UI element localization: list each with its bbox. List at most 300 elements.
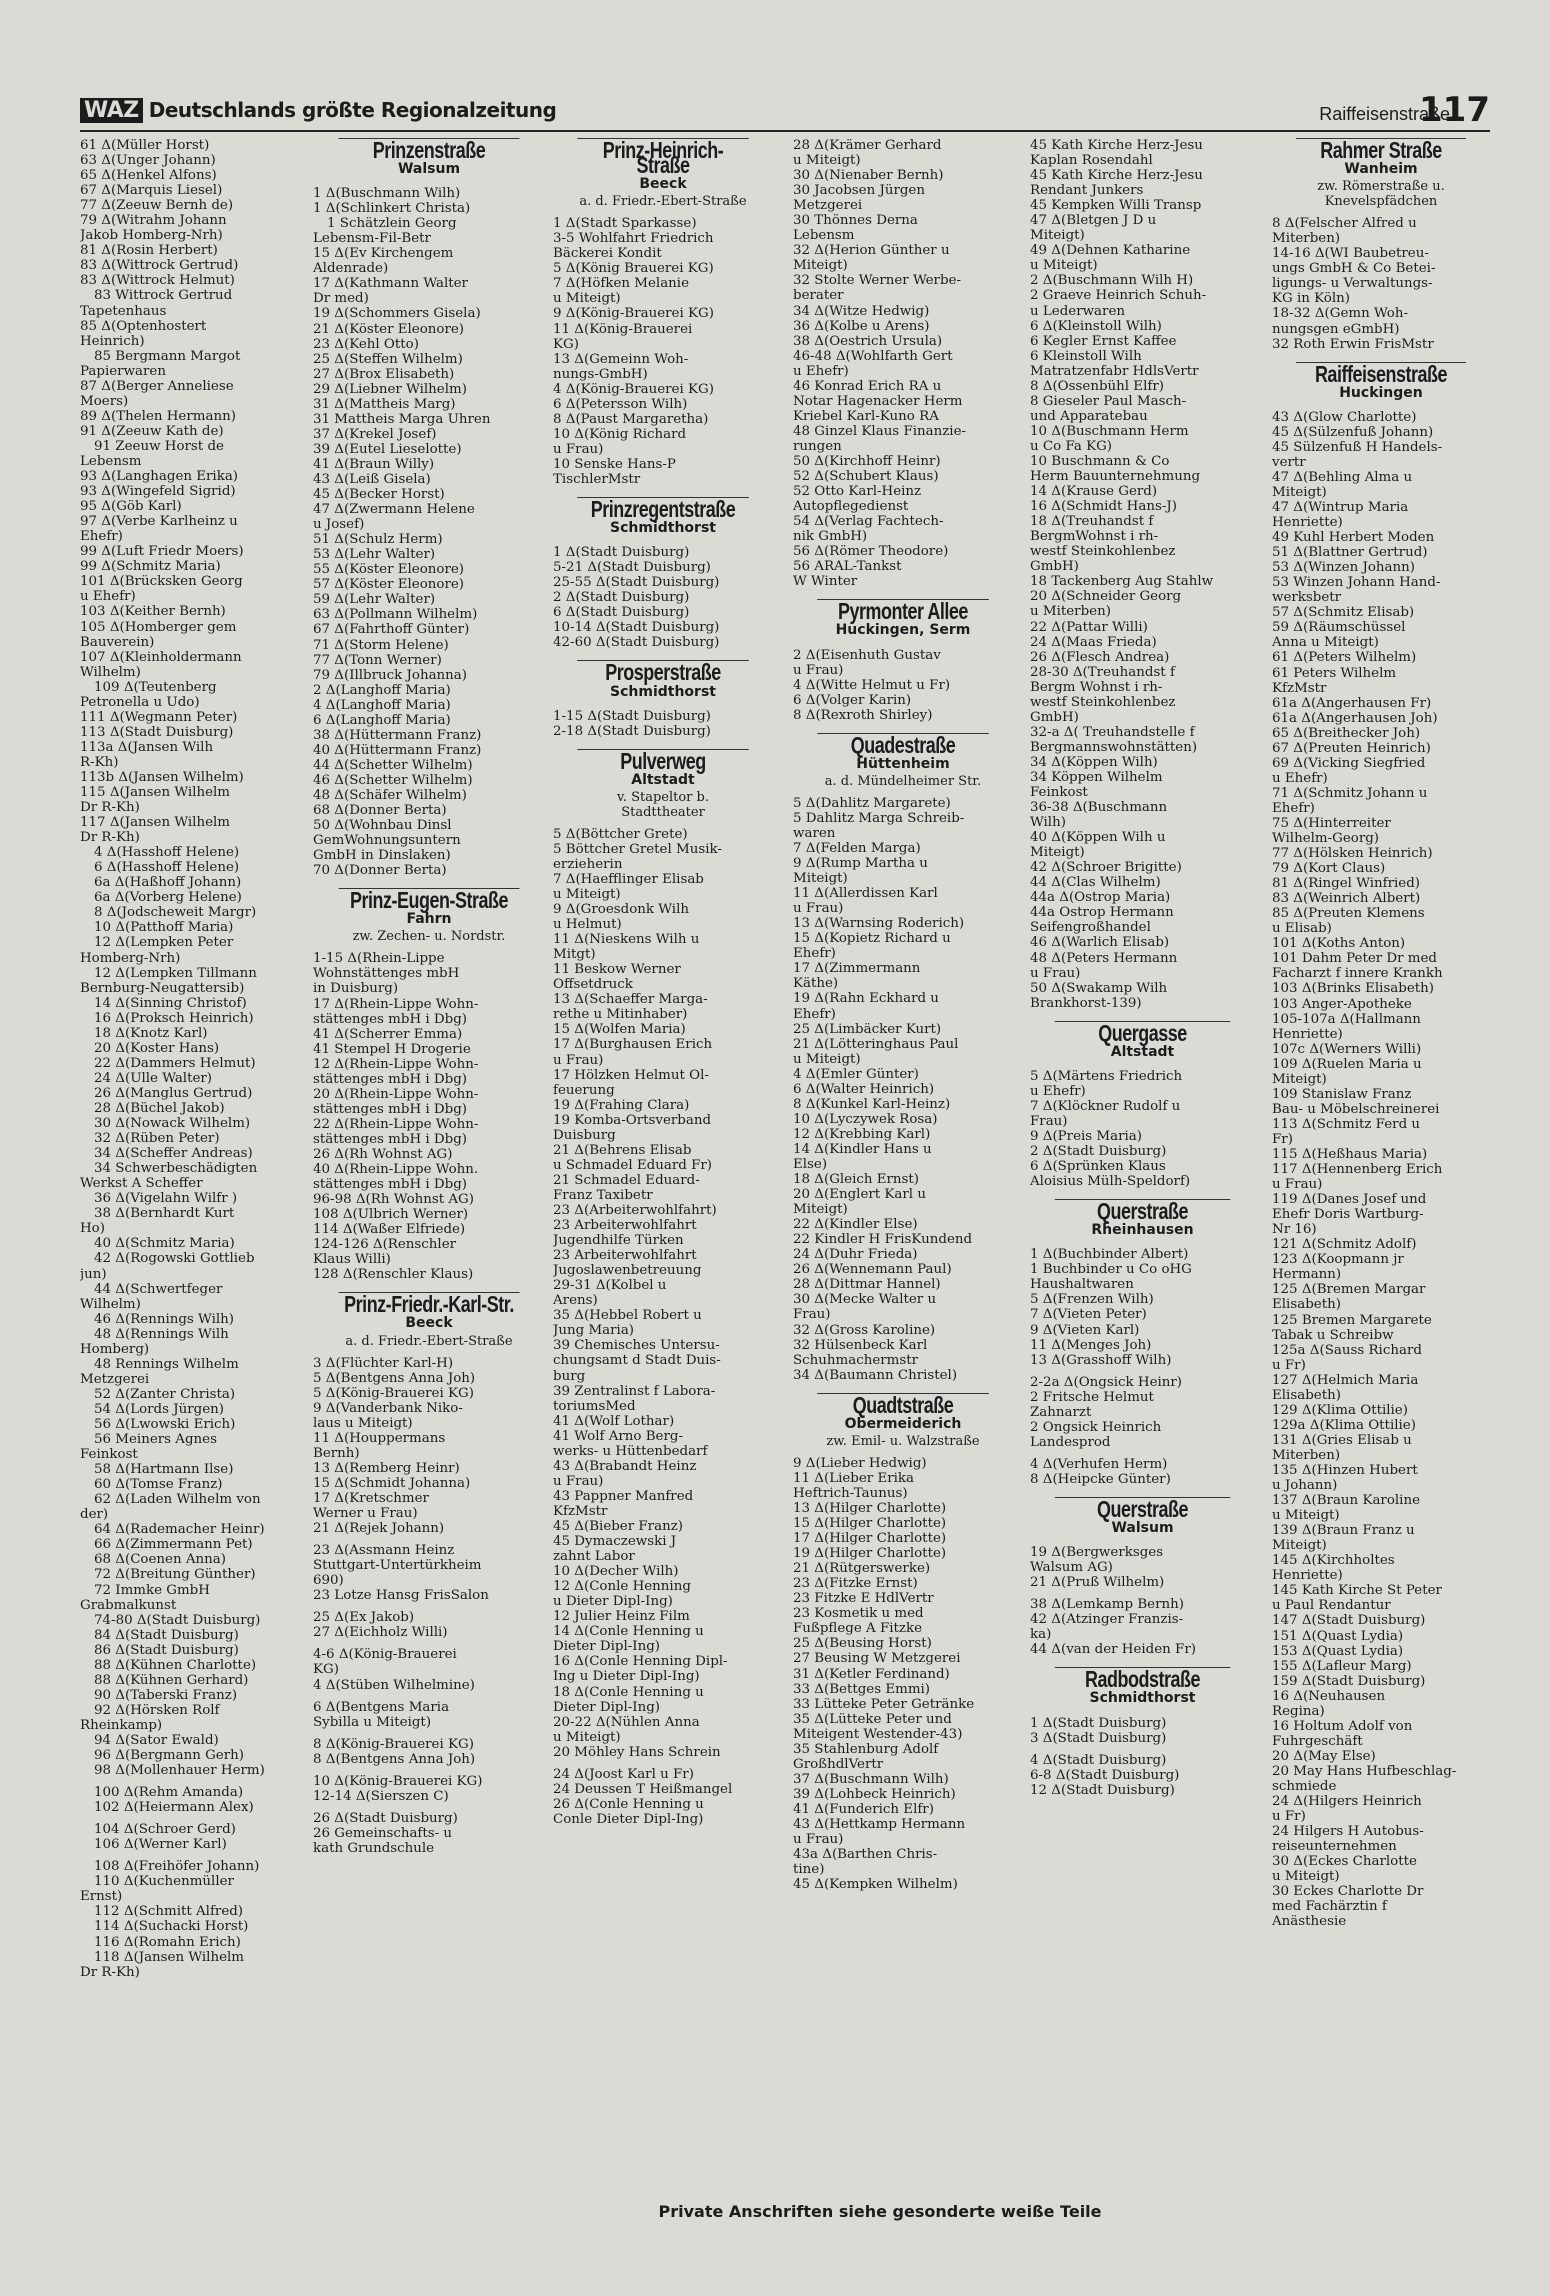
address-entry: 49 Δ(Dehnen Katharine [1030, 243, 1191, 259]
address-entry: 44 Δ(Schetter Wilhelm) [313, 757, 473, 773]
address-entry: 40 Δ(Rhein-Lippe Wohn. [313, 1162, 479, 1178]
address-entry: 12 Δ(Lempken Peter [94, 935, 234, 951]
address-entry: Arens) [553, 1293, 598, 1309]
address-entry: 41 Δ(Scherrer Emma) [313, 1026, 463, 1042]
address-entry: 91 Zeeuw Horst de [94, 438, 224, 454]
address-entry: 5 Δ(Dahlitz Margarete) [793, 795, 951, 811]
address-entry: Hermann) [1272, 1267, 1342, 1283]
address-entry: Ernst) [80, 1889, 123, 1905]
address-entry: Schuhmachermstr [793, 1352, 919, 1368]
address-entry: 1-15 Δ(Stadt Duisburg) [553, 708, 711, 724]
address-entry: 8 Δ(König-Brauerei KG) [313, 1736, 474, 1752]
address-entry: 9 Δ(Groesdonk Wilh [553, 902, 689, 918]
address-entry: 28-30 Δ(Treuhandst f [1030, 664, 1175, 680]
address-entry: Elisabeth) [1272, 1297, 1341, 1313]
street-heading: Quadestraße [817, 733, 989, 753]
address-entry: 5 Δ(Bentgens Anna Joh) [313, 1370, 476, 1386]
address-entry: 21 Δ(Köster Eleonore) [313, 321, 465, 337]
address-entry: 4-6 Δ(König-Brauerei [313, 1647, 457, 1663]
address-entry: 96-98 Δ(Rh Wohnst AG) [313, 1192, 474, 1208]
address-entry: ungs GmbH & Co Betei- [1272, 261, 1436, 277]
address-entry: 6 Δ(Walter Heinrich) [793, 1081, 935, 1097]
address-entry: u Paul Rendantur [1272, 1598, 1391, 1614]
address-entry: 8 Δ(Rexroth Shirley) [793, 707, 933, 723]
address-entry: 61a Δ(Angerhausen Fr) [1272, 695, 1432, 711]
address-entry: 119 Δ(Danes Josef und [1272, 1192, 1427, 1208]
address-entry: 30 Thönnes Derna [793, 213, 918, 229]
address-entry: 103 Anger-Apotheke [1272, 996, 1412, 1012]
address-entry: Feinkost [1030, 785, 1088, 801]
address-entry: 101 Dahm Peter Dr med [1272, 951, 1437, 967]
address-entry: 33 Lütteke Peter Getränke [793, 1696, 975, 1712]
address-entry: 45 Kath Kirche Herz-Jesu [1030, 138, 1203, 153]
address-entry: 17 Δ(Kathmann Walter [313, 276, 468, 292]
address-entry: 69 Δ(Vicking Siegfried [1272, 755, 1426, 771]
address-entry: 2 Δ(Stadt Duisburg) [553, 590, 690, 606]
address-entry: 29 Δ(Liebner Wilhelm) [313, 381, 467, 397]
address-entry: Facharzt f innere Krankh [1272, 966, 1443, 982]
address-entry: KfzMstr [1272, 680, 1327, 696]
address-entry: u Miteigt) [553, 1729, 621, 1745]
address-entry: 11 Δ(König-Brauerei [553, 321, 693, 337]
address-entry: burg [553, 1368, 586, 1384]
address-entry: 117 Δ(Jansen Wilhelm [80, 815, 230, 831]
address-entry: Wilhelm-Georg) [1272, 831, 1380, 847]
address-entry: u Frau) [1030, 965, 1081, 981]
address-entry: 32 Stolte Werner Werbe- [793, 273, 961, 289]
district-heading: Obermeiderich [844, 1415, 962, 1432]
address-entry: 47 Δ(Zwermann Helene [313, 502, 475, 518]
address-entry: 15 Δ(Schmidt Johanna) [313, 1475, 471, 1491]
address-entry: 151 Δ(Quast Lydia) [1272, 1628, 1404, 1644]
address-entry: 6a Δ(Haßhoff Johann) [94, 875, 242, 891]
address-entry: 90 Δ(Taberski Franz) [94, 1687, 238, 1703]
directory-column-1 [80, 138, 285, 1980]
street-section-note: v. Stapeltor b. [617, 789, 709, 805]
address-entry: 6a Δ(Vorberg Helene) [94, 890, 242, 906]
address-entry: Moers) [80, 393, 129, 409]
address-entry: 85 Δ(Preuten Klemens [1272, 906, 1425, 922]
address-entry: 15 Δ(Wolfen Maria) [553, 1022, 686, 1038]
address-entry: und Apparatebau [1030, 408, 1148, 424]
address-entry: 30 Δ(Eckes Charlotte [1272, 1854, 1417, 1870]
address-entry: 36 Δ(Vigelahn Wilfr ) [94, 1191, 238, 1207]
address-entry: 45 Sülzenfuß H Handels- [1272, 439, 1443, 455]
address-entry: 84 Δ(Stadt Duisburg) [94, 1627, 239, 1643]
address-entry: 27 Beusing W Metzgerei [793, 1651, 961, 1667]
address-entry: 24 Δ(Joost Karl u Fr) [553, 1766, 694, 1782]
address-entry: Landesprod [1030, 1434, 1111, 1450]
address-entry: 2-2a Δ(Ongsick Heinr) [1030, 1374, 1183, 1390]
address-entry: 24 Δ(Ulle Walter) [94, 1070, 213, 1086]
address-entry: 113a Δ(Jansen Wilh [80, 739, 214, 755]
address-entry: 100 Δ(Rehm Amanda) [94, 1785, 244, 1801]
address-entry: 41 Δ(Funderich Elfr) [793, 1801, 934, 1817]
address-entry: stättenges mbH i Dbg) [313, 1177, 468, 1193]
address-entry: Stuttgart-Untertürkheim [313, 1558, 482, 1574]
address-entry: werksbetr [1272, 590, 1342, 606]
district-heading: Walsum [1111, 1520, 1174, 1537]
address-entry: 21 Δ(Behrens Elisab [553, 1142, 692, 1158]
address-entry: 39 Δ(Eutel Lieselotte) [313, 441, 462, 457]
address-entry: Wilhelm) [80, 1296, 141, 1312]
address-entry: 108 Δ(Freihöfer Johann) [94, 1859, 260, 1875]
address-entry: 9 Δ(König-Brauerei KG) [553, 306, 714, 322]
address-entry: 35 Δ(Lütteke Peter und [793, 1711, 952, 1727]
address-entry: 32-a Δ( Treuhandstelle f [1030, 724, 1195, 740]
address-entry: 43 Δ(Hettkamp Hermann [793, 1816, 966, 1832]
street-heading: Pyrmonter Allee [817, 599, 989, 619]
street-section-note: a. d. Mündelheimer Str. [824, 773, 982, 789]
address-entry: 42 Δ(Rogowski Gottlieb [94, 1251, 255, 1267]
address-entry: 7 Δ(Haefflinger Elisab [553, 871, 704, 887]
address-entry: nik GmbH) [793, 529, 868, 545]
address-entry: 11 Δ(Allerdissen Karl [793, 886, 938, 902]
address-entry: Franz Taxibetr [553, 1187, 653, 1203]
address-entry: 34 Δ(Köppen Wilh) [1030, 754, 1158, 770]
address-entry: 6 Δ(Sprünken Klaus [1030, 1159, 1166, 1175]
address-entry: 65 Δ(Breithecker Joh) [1272, 725, 1421, 741]
address-entry: 4 Δ(Emler Günter) [793, 1066, 919, 1082]
address-entry: Autopflegedienst [793, 499, 909, 515]
address-entry: 88 Δ(Kühnen Charlotte) [94, 1657, 257, 1673]
address-entry: 94 Δ(Sator Ewald) [94, 1732, 219, 1748]
address-entry: 20-22 Δ(Nühlen Anna [553, 1714, 700, 1730]
address-entry: 9 Δ(Rump Martha u [793, 856, 928, 872]
address-entry: u Frau) [793, 901, 844, 917]
address-entry: 2 Δ(Buschmann Wilh H) [1030, 273, 1194, 289]
address-entry: 24 Hilgers H Autobus- [1272, 1824, 1424, 1840]
address-entry: Anna u Miteigt) [1272, 635, 1379, 651]
address-entry: 48 Ginzel Klaus Finanzie- [793, 423, 967, 439]
address-entry: kath Grundschule [313, 1840, 435, 1856]
address-entry: Miteigt) [1272, 1538, 1327, 1554]
address-entry: 23 Kosmetik u med [793, 1606, 924, 1622]
address-entry: 48 Δ(Schäfer Wilhelm) [313, 787, 467, 803]
address-entry: 6 Δ(Kleinstoll Wilh) [1030, 318, 1162, 334]
address-entry: 44 Δ(Clas Wilhelm) [1030, 875, 1161, 891]
address-entry: 10 Δ(Buschmann Herm [1030, 423, 1189, 439]
address-entry: 110 Δ(Kuchenmüller [94, 1874, 234, 1890]
address-entry: 30 Jacobsen Jürgen [793, 183, 925, 199]
address-entry: 57 Δ(Schmitz Elisab) [1272, 605, 1415, 621]
address-entry: 18 Tackenberg Aug Stahlw [1030, 574, 1214, 590]
address-entry: Homberg) [80, 1341, 150, 1357]
address-entry: 118 Δ(Jansen Wilhelm [94, 1949, 244, 1965]
address-entry: 5-21 Δ(Stadt Duisburg) [553, 560, 711, 576]
address-entry: 13 Δ(Gemeinn Woh- [553, 351, 689, 367]
address-entry: W Winter [793, 574, 858, 590]
address-entry: u Ehefr) [1272, 770, 1328, 786]
spacer [313, 1804, 545, 1811]
address-entry: 97 Δ(Verbe Karlheinz u [80, 514, 238, 530]
address-entry: Jakob Homberg-Nrh) [80, 228, 223, 244]
street-heading: Prinz-Eugen-Straße [339, 888, 520, 908]
district-heading: Schmidthorst [610, 683, 716, 700]
address-entry: 87 Δ(Berger Anneliese [80, 378, 234, 394]
address-entry: 13 Δ(Schaeffer Marga- [553, 992, 708, 1008]
address-entry: 56 Δ(Lwowski Erich) [94, 1416, 236, 1432]
address-entry: stättenges mbH i Dbg) [313, 1011, 468, 1027]
address-entry: 54 Δ(Verlag Fachtech- [793, 514, 944, 530]
address-entry: 22 Δ(Kindler Else) [793, 1217, 918, 1233]
spacer [80, 1778, 285, 1785]
address-entry: 47 Δ(Bletgen J D u [1030, 213, 1157, 229]
address-entry: Miteigt) [1272, 484, 1327, 500]
address-entry: 34 Δ(Scheffer Andreas) [94, 1146, 253, 1162]
address-entry: 40 Δ(Hüttermann Franz) [313, 742, 482, 758]
address-entry: 39 Chemisches Untersu- [553, 1338, 720, 1354]
address-entry: Mitgt) [553, 947, 596, 963]
address-entry: 40 Δ(Köppen Wilh u [1030, 830, 1166, 846]
address-entry: 55 Δ(Köster Eleonore) [313, 562, 465, 578]
address-entry: 1 Δ(Stadt Duisburg) [553, 545, 690, 561]
address-entry: 71 Δ(Schmitz Johann u [1272, 785, 1428, 801]
address-entry: Wilh) [1030, 815, 1066, 831]
address-entry: 52 Δ(Zanter Christa) [94, 1386, 236, 1402]
address-entry: 29-31 Δ(Kolbel u [553, 1278, 667, 1294]
address-entry: Conle Dieter Dipl-Ing) [553, 1811, 704, 1827]
address-entry: 66 Δ(Zimmermann Pet) [94, 1537, 253, 1553]
street-heading: Querstraße [1055, 1497, 1231, 1517]
address-entry: Zahnarzt [1030, 1404, 1092, 1420]
address-entry: 38 Δ(Lemkamp Bernh) [1030, 1597, 1184, 1613]
district-heading: Altstadt [631, 771, 695, 788]
address-entry: 21 Δ(Rütgerswerke) [793, 1561, 931, 1577]
address-entry: 79 Δ(Kort Claus) [1272, 861, 1386, 877]
address-entry: 25 Δ(Ex Jakob) [313, 1610, 415, 1626]
address-entry: stättenges mbH i Dbg) [313, 1101, 468, 1117]
spacer [793, 641, 1013, 648]
address-entry: jun) [80, 1266, 107, 1282]
address-entry: 116 Δ(Romahn Erich) [94, 1934, 241, 1950]
address-entry: 6 Δ(Langhoff Maria) [313, 712, 451, 728]
address-entry: 5 Dahlitz Marga Schreib- [793, 810, 965, 826]
address-entry: 129a Δ(Klima Ottilie) [1272, 1417, 1416, 1433]
address-entry: 62 Δ(Laden Wilhelm von [94, 1492, 261, 1508]
address-entry: 115 Δ(Heßhaus Maria) [1272, 1147, 1428, 1162]
address-entry: 6 Kegler Ernst Kaffee [1030, 333, 1177, 349]
address-entry: 72 Δ(Breitung Günther) [94, 1567, 256, 1583]
address-entry: 70 Δ(Donner Berta) [313, 863, 447, 879]
address-entry: u Miteigt) [1030, 258, 1098, 274]
district-heading: Beeck [405, 1315, 453, 1332]
address-entry: Brankhorst-139) [1030, 995, 1142, 1011]
street-heading: Quergasse [1055, 1021, 1231, 1041]
address-entry: 10 Buschmann & Co [1030, 453, 1170, 469]
address-entry: 114 Δ(Suchacki Horst) [94, 1919, 249, 1935]
address-entry: 20 Δ(Englert Karl u [793, 1187, 926, 1203]
address-entry: u Ehefr) [793, 363, 849, 379]
address-entry: 17 Δ(Zimmermann [793, 961, 921, 977]
address-entry: Metzgerei [793, 198, 863, 214]
address-entry: 5 Δ(König Brauerei KG) [553, 261, 714, 277]
address-entry: 43a Δ(Barthen Chris- [793, 1847, 938, 1863]
address-entry: 25 Δ(Beusing Horst) [793, 1636, 932, 1652]
address-entry: Ehefr) [793, 1006, 836, 1022]
address-entry: Sybilla u Miteigt) [313, 1714, 432, 1730]
street-section-note: zw. Emil- u. Walzstraße [826, 1433, 980, 1449]
address-entry: 20 Δ(Schneider Georg [1030, 589, 1182, 605]
address-entry: 129 Δ(Klima Ottilie) [1272, 1402, 1408, 1418]
spacer [313, 1693, 545, 1700]
address-entry: GmbH) [1030, 559, 1079, 575]
district-heading: Huckingen [1339, 384, 1423, 401]
address-entry: Fuhrgeschäft [1272, 1733, 1363, 1749]
address-entry: GemWohnungsuntern [313, 833, 461, 849]
address-entry: 5 Δ(König-Brauerei KG) [313, 1385, 474, 1401]
address-entry: u Schmadel Eduard Fr) [553, 1157, 712, 1173]
address-entry: Klaus Willi) [313, 1252, 391, 1268]
address-entry: 108 Δ(Ulbrich Werner) [313, 1207, 469, 1223]
address-entry: 59 Δ(Lehr Walter) [313, 592, 436, 608]
address-entry: Fußpflege A Fitzke [793, 1621, 923, 1637]
address-entry: Tapetenhaus [80, 303, 167, 319]
address-entry: 20 Δ(Rhein-Lippe Wohn- [313, 1086, 479, 1102]
address-entry: 44 Δ(Schwertfeger [94, 1281, 223, 1297]
address-entry: Dr R-Kh) [80, 1964, 140, 1980]
address-entry: 53 Winzen Johann Hand- [1272, 575, 1441, 591]
address-entry: 99 Δ(Luft Friedr Moers) [80, 544, 244, 560]
address-entry: Miteigt) [793, 258, 848, 274]
district-heading: Hüttenheim [856, 755, 950, 772]
address-entry: 63 Δ(Pollmann Wilhelm) [313, 607, 478, 623]
address-entry: GmbH in Dinslaken) [313, 848, 451, 864]
address-entry: 92 Δ(Hörsken Rolf [94, 1702, 220, 1718]
address-entry: berater [793, 288, 844, 304]
spacer [553, 820, 773, 827]
address-entry: 44a Ostrop Hermann [1030, 905, 1174, 921]
spacer [1272, 209, 1490, 216]
address-entry: 117 Δ(Hennenberg Erich [1272, 1162, 1443, 1178]
address-entry: Frau) [1030, 1113, 1068, 1129]
spacer [553, 702, 773, 709]
address-entry: 14 Δ(Sinning Christof) [94, 995, 247, 1011]
address-entry: 23 Lotze Hansg FrisSalon [313, 1588, 489, 1604]
address-entry: 59 Δ(Räumschüssel [1272, 620, 1406, 636]
address-entry: 12-14 Δ(Sierszen C) [313, 1788, 449, 1804]
address-entry: 52 Δ(Schubert Klaus) [793, 469, 939, 485]
page-number: 117 [1419, 90, 1490, 130]
address-entry: u Frau) [793, 662, 844, 678]
address-entry: 50 Δ(Wohnbau Dinsl [313, 818, 452, 834]
address-entry: 109 Stanislaw Franz [1272, 1086, 1412, 1102]
address-entry: 91 Δ(Zeeuw Kath de) [80, 423, 224, 439]
address-entry: 47 Δ(Wintrup Maria [1272, 499, 1409, 515]
address-entry: u Co Fa KG) [1030, 438, 1112, 454]
address-entry: Else) [793, 1157, 828, 1172]
address-entry: 79 Δ(Illbruck Johanna) [313, 667, 468, 683]
address-entry: 109 Δ(Teutenberg [94, 679, 217, 695]
address-entry: 4 Δ(Langhoff Maria) [313, 697, 451, 713]
address-entry: 153 Δ(Quast Lydia) [1272, 1643, 1404, 1659]
address-entry: 1 Δ(Schlinkert Christa) [313, 201, 471, 217]
address-entry: 7 Δ(Klöckner Rudolf u [1030, 1098, 1181, 1114]
address-entry: u Ehefr) [1030, 1083, 1086, 1099]
address-entry: 14 Δ(Krause Gerd) [1030, 484, 1158, 500]
address-entry: 34 Schwerbeschädigten [94, 1161, 258, 1177]
address-entry: 11 Δ(Nieskens Wilh u [553, 932, 700, 948]
address-entry: Dr med) [313, 291, 369, 307]
address-entry: 1 Δ(Buschmann Wilh) [313, 186, 461, 202]
address-entry: zahnt Labor [553, 1549, 635, 1565]
address-entry: 31 Δ(Ketler Ferdinand) [793, 1666, 950, 1682]
address-entry: Lebensm [80, 453, 142, 469]
address-entry: 23 Δ(Assmann Heinz [313, 1543, 455, 1559]
address-entry: Aloisius Mülh-Speldorf) [1030, 1174, 1191, 1190]
address-entry: 5 Δ(Böttcher Grete) [553, 826, 688, 842]
address-entry: u Johann) [1272, 1478, 1338, 1494]
address-entry: Heftrich-Taunus) [793, 1485, 908, 1501]
address-entry: 113 Δ(Schmitz Ferd u [1272, 1116, 1421, 1132]
address-entry: Frau) [793, 1307, 831, 1323]
address-entry: 74-80 Δ(Stadt Duisburg) [94, 1612, 261, 1628]
address-entry: 113b Δ(Jansen Wilhelm) [80, 769, 244, 785]
address-entry: 32 Hülsenbeck Karl [793, 1337, 928, 1353]
address-entry: Miteigt) [1030, 228, 1085, 244]
address-entry: 41 Stempel H Drogerie [313, 1041, 471, 1057]
address-entry: Miterben) [1272, 1447, 1341, 1463]
spacer [313, 179, 545, 186]
address-entry: 88 Δ(Kühnen Gerhard) [94, 1672, 249, 1688]
address-entry: 1 Schätzlein Georg [327, 216, 457, 232]
address-entry: werks- u Hüttenbedarf [553, 1443, 708, 1459]
address-entry: 38 Δ(Hüttermann Franz) [313, 727, 482, 743]
address-entry: 106 Δ(Werner Karl) [94, 1837, 227, 1853]
address-entry: 53 Δ(Lehr Walter) [313, 547, 436, 563]
address-entry: 127 Δ(Helmich Maria [1272, 1372, 1419, 1388]
address-entry: 58 Δ(Hartmann Ilse) [94, 1462, 234, 1478]
address-entry: u Frau) [793, 1832, 844, 1848]
address-entry: 12 Δ(Conle Henning [553, 1579, 691, 1595]
address-entry: 2 Fritsche Helmut [1030, 1389, 1154, 1405]
address-entry: Seifengroßhandel [1030, 920, 1151, 936]
address-entry: 77 Δ(Tonn Werner) [313, 652, 442, 668]
address-entry: 123 Δ(Koopmann jr [1272, 1252, 1404, 1268]
address-entry: 16 Δ(Schmidt Hans-J) [1030, 499, 1177, 515]
address-entry: 11 Δ(Lieber Erika [793, 1470, 914, 1486]
address-entry: 42 Δ(Atzinger Franzis- [1030, 1612, 1184, 1628]
address-entry: 690) [313, 1573, 344, 1589]
address-entry: 83 Wittrock Gertrud [94, 288, 233, 304]
address-entry: 1 Buchbinder u Co oHG [1030, 1262, 1192, 1278]
address-entry: 3 Δ(Stadt Duisburg) [1030, 1730, 1167, 1746]
address-entry: Kriebel Karl-Kuno RA [793, 408, 939, 424]
address-entry: 39 Zentralinst f Labora- [553, 1383, 716, 1399]
address-entry: 3 Δ(Flüchter Karl-H) [313, 1355, 454, 1371]
address-entry: KG) [313, 1662, 339, 1678]
address-entry: 7 Δ(Vieten Peter) [1030, 1307, 1147, 1323]
address-entry: 6 Δ(Hasshoff Helene) [94, 860, 240, 876]
address-entry: toriumsMed [553, 1398, 636, 1414]
address-entry: 2 Δ(Eisenhuth Gustav [793, 647, 941, 663]
address-entry: Jugendhilfe Türken [553, 1233, 684, 1249]
address-entry: 56 Meiners Agnes [94, 1432, 217, 1448]
spacer [553, 209, 773, 216]
address-entry: 45 Dymaczewski J [553, 1534, 677, 1550]
address-entry: 8 Δ(Bentgens Anna Joh) [313, 1751, 476, 1767]
address-entry: u Frau) [553, 441, 604, 457]
spacer [1030, 1450, 1255, 1457]
address-entry: 30 Δ(Mecke Walter u [793, 1292, 937, 1308]
address-entry: 30 Δ(Nowack Wilhelm) [94, 1116, 251, 1132]
address-entry: 54 Δ(Lords Jürgen) [94, 1401, 224, 1417]
address-entry: stättenges mbH i Dbg) [313, 1131, 468, 1147]
address-entry: 67 Δ(Fahrthoff Günter) [313, 622, 470, 638]
address-entry: 14 Δ(Conle Henning u [553, 1624, 704, 1640]
address-entry: 98 Δ(Mollenhauer Herm) [94, 1763, 265, 1779]
address-entry: 22 Δ(Pattar Willi) [1030, 619, 1148, 635]
